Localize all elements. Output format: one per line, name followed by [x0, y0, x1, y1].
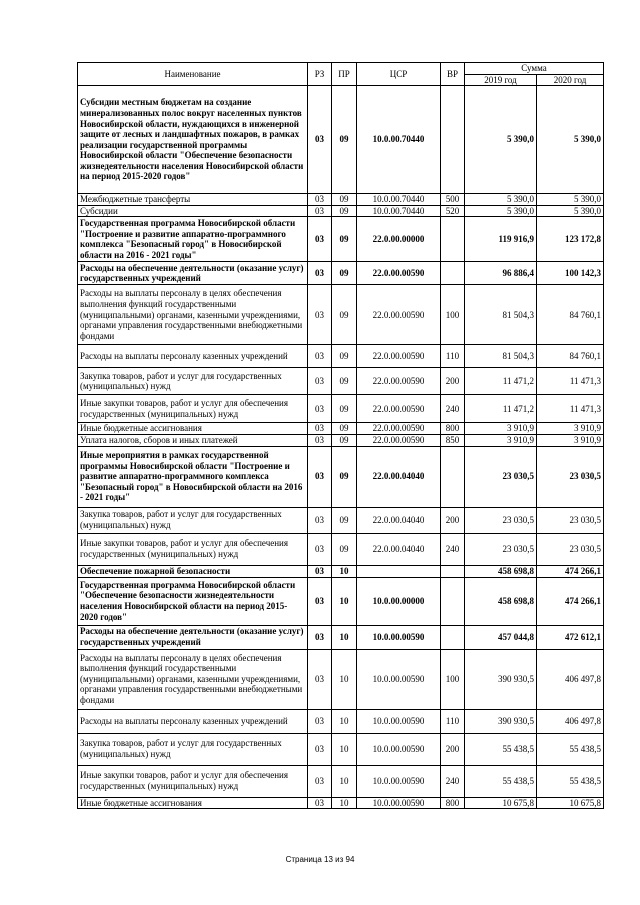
- row-csr: 22.0.00.00590: [357, 368, 441, 395]
- row-csr: 22.0.00.00590: [357, 395, 441, 423]
- row-sum-2020: 406 497,8: [537, 649, 604, 709]
- table-row: [78, 507, 604, 533]
- row-name: Закупка товаров, работ и услуг для государственных (муниципальных) нужд: [78, 368, 308, 395]
- row-vr: 850: [441, 434, 465, 446]
- row-sum-2019: 81 504,3: [465, 285, 537, 345]
- header-vr: ВР: [441, 63, 465, 86]
- row-sum-2019: 390 930,5: [465, 649, 537, 709]
- row-vr: [441, 262, 465, 285]
- row-vr: 800: [441, 423, 465, 435]
- header-name: Наименование: [78, 63, 308, 86]
- row-name: Иные закупки товаров, работ и услуг для обеспечения государственных (муниципальных) нужд: [78, 765, 308, 797]
- row-rz: 03: [308, 709, 332, 733]
- row-name: Иные бюджетные ассигнования: [78, 797, 308, 809]
- row-vr: 200: [441, 507, 465, 533]
- table-header: [78, 63, 604, 86]
- row-name: Закупка товаров, работ и услуг для государственных (муниципальных) нужд: [78, 733, 308, 765]
- row-rz: 03: [308, 368, 332, 395]
- header-csr: ЦСР: [357, 63, 441, 86]
- row-name: Расходы на выплаты персоналу казенных учреждений: [78, 345, 308, 368]
- row-sum-2019: 390 930,5: [465, 709, 537, 733]
- table-row: [78, 649, 604, 709]
- row-pr: 09: [332, 368, 357, 395]
- row-csr: 22.0.00.04040: [357, 446, 441, 507]
- row-rz: 03: [308, 395, 332, 423]
- row-vr: [441, 577, 465, 625]
- row-csr: [357, 565, 441, 577]
- table-row: [78, 217, 604, 262]
- row-vr: 200: [441, 733, 465, 765]
- row-name: Расходы на выплаты персоналу казенных учреждений: [78, 709, 308, 733]
- row-sum-2020: 123 172,8: [537, 217, 604, 262]
- header-2020: 2020 год: [537, 74, 604, 86]
- row-name: Закупка товаров, работ и услуг для государственных (муниципальных) нужд: [78, 507, 308, 533]
- row-name: Государственная программа Новосибирской области "Обеспечение безопасности жизнедеятельности населения Новосибирской области на период 2015-2020 годов": [78, 577, 308, 625]
- row-sum-2020: 474 266,1: [537, 565, 604, 577]
- row-sum-2019: 23 030,5: [465, 507, 537, 533]
- row-sum-2020: 55 438,5: [537, 765, 604, 797]
- row-rz: 03: [308, 423, 332, 435]
- table-row: [78, 86, 604, 194]
- row-sum-2020: 23 030,5: [537, 507, 604, 533]
- row-csr: 10.0.00.00590: [357, 709, 441, 733]
- row-pr: 09: [332, 194, 357, 206]
- row-sum-2020: 11 471,3: [537, 395, 604, 423]
- row-sum-2019: 23 030,5: [465, 446, 537, 507]
- row-name: Субсидии: [78, 205, 308, 217]
- table-row: [78, 285, 604, 345]
- table-row: [78, 533, 604, 565]
- row-sum-2019: 119 916,9: [465, 217, 537, 262]
- row-sum-2019: 55 438,5: [465, 765, 537, 797]
- table-row: [78, 733, 604, 765]
- row-pr: 09: [332, 533, 357, 565]
- row-vr: 240: [441, 765, 465, 797]
- row-rz: 03: [308, 765, 332, 797]
- row-csr: 10.0.00.00590: [357, 797, 441, 809]
- row-sum-2020: 55 438,5: [537, 733, 604, 765]
- row-sum-2020: 100 142,3: [537, 262, 604, 285]
- row-name: Иные закупки товаров, работ и услуг для обеспечения государственных (муниципальных) нужд: [78, 395, 308, 423]
- row-vr: 800: [441, 797, 465, 809]
- row-pr: 09: [332, 86, 357, 194]
- row-sum-2019: 55 438,5: [465, 733, 537, 765]
- row-pr: 10: [332, 765, 357, 797]
- row-sum-2019: 3 910,9: [465, 434, 537, 446]
- row-sum-2020: 23 030,5: [537, 446, 604, 507]
- row-vr: 240: [441, 395, 465, 423]
- row-name: Расходы на обеспечение деятельности (оказание услуг) государственных учреждений: [78, 262, 308, 285]
- row-pr: 10: [332, 565, 357, 577]
- row-csr: 22.0.00.00590: [357, 285, 441, 345]
- row-sum-2020: 23 030,5: [537, 533, 604, 565]
- row-sum-2020: 3 910,9: [537, 423, 604, 435]
- row-sum-2019: 5 390,0: [465, 86, 537, 194]
- row-sum-2019: 5 390,0: [465, 205, 537, 217]
- header-2019: 2019 год: [465, 74, 537, 86]
- row-pr: 09: [332, 423, 357, 435]
- budget-table: [77, 62, 604, 809]
- row-name: Обеспечение пожарной безопасности: [78, 565, 308, 577]
- row-sum-2019: 457 044,8: [465, 625, 537, 649]
- row-rz: 03: [308, 446, 332, 507]
- table-row: [78, 194, 604, 206]
- row-sum-2020: 5 390,0: [537, 194, 604, 206]
- row-rz: 03: [308, 217, 332, 262]
- row-csr: 10.0.00.70440: [357, 194, 441, 206]
- row-sum-2020: 5 390,0: [537, 205, 604, 217]
- row-sum-2020: 10 675,8: [537, 797, 604, 809]
- row-vr: 240: [441, 533, 465, 565]
- row-rz: 03: [308, 285, 332, 345]
- row-pr: 10: [332, 709, 357, 733]
- row-csr: 22.0.00.00590: [357, 423, 441, 435]
- row-sum-2019: 11 471,2: [465, 395, 537, 423]
- row-csr: 10.0.00.00000: [357, 577, 441, 625]
- table-row: [78, 395, 604, 423]
- row-sum-2020: 472 612,1: [537, 625, 604, 649]
- row-name: Уплата налогов, сборов и иных платежей: [78, 434, 308, 446]
- row-rz: 03: [308, 797, 332, 809]
- row-rz: 03: [308, 262, 332, 285]
- row-pr: 09: [332, 285, 357, 345]
- row-pr: 09: [332, 507, 357, 533]
- row-pr: 10: [332, 797, 357, 809]
- row-rz: 03: [308, 577, 332, 625]
- row-rz: 03: [308, 733, 332, 765]
- row-rz: 03: [308, 533, 332, 565]
- row-csr: 10.0.00.70440: [357, 205, 441, 217]
- row-name: Иные бюджетные ассигнования: [78, 423, 308, 435]
- header-pr: ПР: [332, 63, 357, 86]
- row-vr: [441, 217, 465, 262]
- row-rz: 03: [308, 507, 332, 533]
- row-vr: 100: [441, 649, 465, 709]
- row-rz: 03: [308, 565, 332, 577]
- row-csr: 22.0.00.04040: [357, 533, 441, 565]
- row-csr: 10.0.00.00590: [357, 649, 441, 709]
- row-pr: 09: [332, 217, 357, 262]
- row-rz: 03: [308, 434, 332, 446]
- row-pr: 09: [332, 446, 357, 507]
- row-name: Межбюджетные трансферты: [78, 194, 308, 206]
- table-row: [78, 262, 604, 285]
- row-vr: 110: [441, 709, 465, 733]
- row-csr: 22.0.00.00590: [357, 345, 441, 368]
- row-vr: [441, 625, 465, 649]
- row-sum-2020: 406 497,8: [537, 709, 604, 733]
- row-name: Расходы на выплаты персоналу в целях обеспечения выполнения функций государственными (муниципальными) органами, казенными учреждениями, органами управления государственными внебюджетными фондами: [78, 649, 308, 709]
- table-row: [78, 368, 604, 395]
- row-csr: 22.0.00.00000: [357, 217, 441, 262]
- row-csr: 10.0.00.00590: [357, 765, 441, 797]
- row-csr: 22.0.00.00590: [357, 434, 441, 446]
- row-pr: 09: [332, 205, 357, 217]
- row-vr: [441, 446, 465, 507]
- row-sum-2019: 3 910,9: [465, 423, 537, 435]
- row-csr: 22.0.00.00590: [357, 262, 441, 285]
- table-row: [78, 565, 604, 577]
- row-vr: 500: [441, 194, 465, 206]
- row-pr: 09: [332, 262, 357, 285]
- row-sum-2020: 84 760,1: [537, 345, 604, 368]
- row-vr: 520: [441, 205, 465, 217]
- row-rz: 03: [308, 205, 332, 217]
- table-row: [78, 765, 604, 797]
- header-rz: РЗ: [308, 63, 332, 86]
- row-vr: [441, 86, 465, 194]
- row-pr: 10: [332, 733, 357, 765]
- table-row: [78, 434, 604, 446]
- row-csr: 10.0.00.70440: [357, 86, 441, 194]
- row-pr: 10: [332, 649, 357, 709]
- table-row: [78, 345, 604, 368]
- row-sum-2019: 458 698,8: [465, 565, 537, 577]
- row-vr: [441, 565, 465, 577]
- row-vr: 110: [441, 345, 465, 368]
- row-rz: 03: [308, 86, 332, 194]
- row-sum-2020: 11 471,3: [537, 368, 604, 395]
- row-sum-2019: 10 675,8: [465, 797, 537, 809]
- row-pr: 09: [332, 345, 357, 368]
- row-csr: 10.0.00.00590: [357, 625, 441, 649]
- row-vr: 100: [441, 285, 465, 345]
- row-name: Иные мероприятия в рамках государственной программы Новосибирской области "Построение и развитие аппаратно-программного комплекса "Безопасный город" в Новосибирской области на 2016 - 2021 годы": [78, 446, 308, 507]
- table-row: [78, 709, 604, 733]
- row-pr: 09: [332, 395, 357, 423]
- row-pr: 10: [332, 625, 357, 649]
- table-row: [78, 423, 604, 435]
- row-sum-2019: 458 698,8: [465, 577, 537, 625]
- table-row: [78, 446, 604, 507]
- row-sum-2020: 5 390,0: [537, 86, 604, 194]
- row-name: Расходы на обеспечение деятельности (оказание услуг) государственных учреждений: [78, 625, 308, 649]
- row-csr: 10.0.00.00590: [357, 733, 441, 765]
- header-sum: Сумма: [465, 63, 604, 75]
- table-row: [78, 577, 604, 625]
- row-name: Иные закупки товаров, работ и услуг для обеспечения государственных (муниципальных) нужд: [78, 533, 308, 565]
- row-sum-2020: 3 910,9: [537, 434, 604, 446]
- table-row: [78, 625, 604, 649]
- row-pr: 09: [332, 434, 357, 446]
- row-sum-2019: 5 390,0: [465, 194, 537, 206]
- row-name: Государственная программа Новосибирской области "Построение и развитие аппаратно-программного комплекса "Безопасный город" в Новосибирской области на 2016 - 2021 годы": [78, 217, 308, 262]
- table-row: [78, 205, 604, 217]
- page-number: Страница 13 из 94: [285, 855, 355, 864]
- row-sum-2019: 23 030,5: [465, 533, 537, 565]
- table-row: [78, 797, 604, 809]
- row-name: Субсидии местным бюджетам на создание минерализованных полос вокруг населенных пунктов Новосибирской области, нуждающихся в инженерной защите от лесных и ландшафтных пожаров, в рамках реализации государственной программы Новосибирской области "Обеспечение безопасности жизнедеятельности населения Новосибирской области на период 2015-2020 годов": [78, 86, 308, 194]
- row-rz: 03: [308, 194, 332, 206]
- row-name: Расходы на выплаты персоналу в целях обеспечения выполнения функций государственными (муниципальными) органами, казенными учреждениями, органами управления государственными внебюджетными фондами: [78, 285, 308, 345]
- row-rz: 03: [308, 625, 332, 649]
- row-sum-2019: 81 504,3: [465, 345, 537, 368]
- table-body: [78, 86, 604, 809]
- row-rz: 03: [308, 345, 332, 368]
- row-rz: 03: [308, 649, 332, 709]
- row-sum-2019: 96 886,4: [465, 262, 537, 285]
- row-sum-2020: 84 760,1: [537, 285, 604, 345]
- row-csr: 22.0.00.04040: [357, 507, 441, 533]
- row-pr: 10: [332, 577, 357, 625]
- row-sum-2019: 11 471,2: [465, 368, 537, 395]
- row-vr: 200: [441, 368, 465, 395]
- row-sum-2020: 474 266,1: [537, 577, 604, 625]
